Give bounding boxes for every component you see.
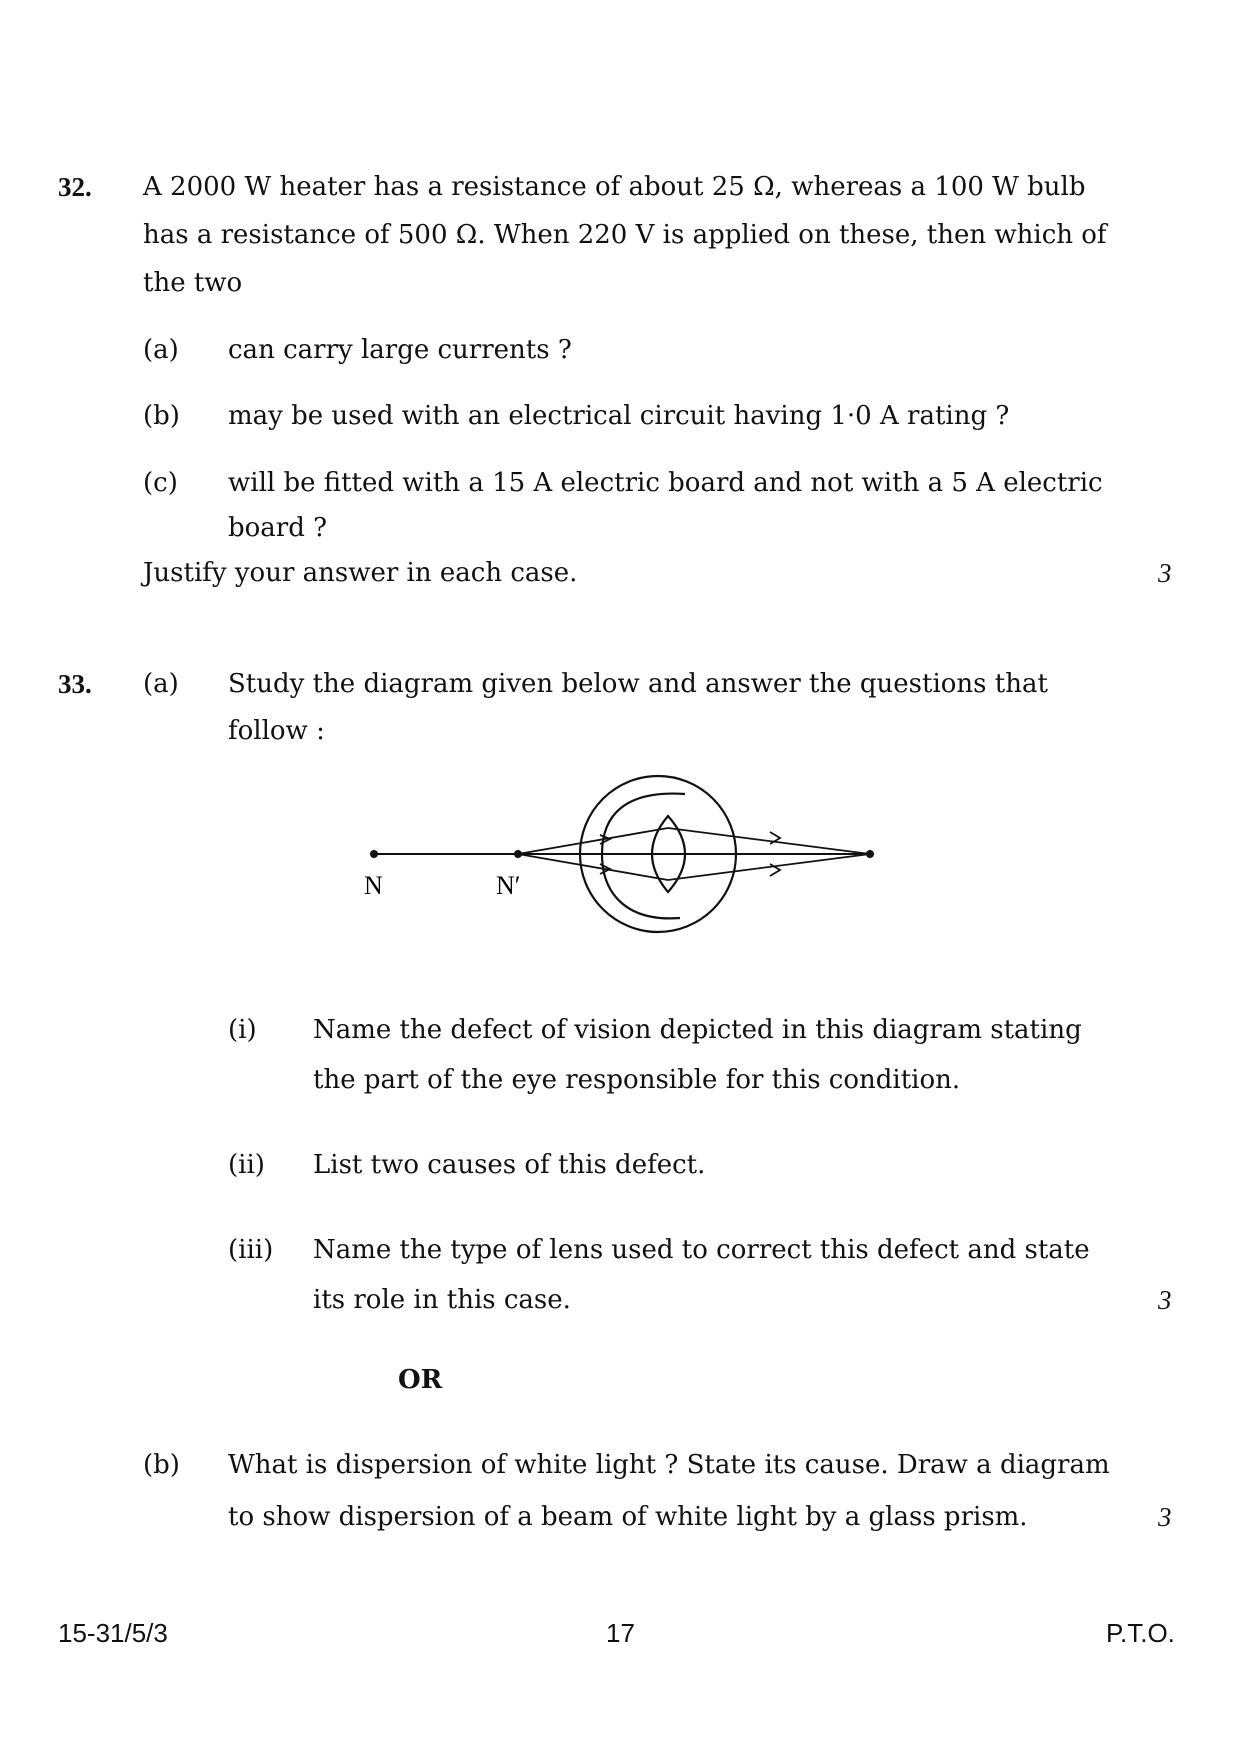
q32-part-a-text: can carry large currents ?: [228, 335, 572, 365]
q32-part-b-label: (b): [143, 401, 180, 431]
q33-sub-iii-line2: its role in this case.: [313, 1285, 571, 1315]
lower-ray: [518, 854, 870, 880]
or-separator: OR: [398, 1365, 443, 1395]
q33-sub-i-label: (i): [228, 1015, 257, 1045]
q33-sub-ii-line1: List two causes of this defect.: [313, 1150, 706, 1180]
q33-marks-a: 3: [1158, 1285, 1172, 1315]
footer-code: 15-31/5/3: [58, 1618, 168, 1648]
q33-sub-iii-label: (iii): [228, 1235, 274, 1265]
q33-part-b-line1: What is dispersion of white light ? State its cause. Draw a diagram: [228, 1450, 1110, 1480]
point-n-prime: [514, 850, 522, 858]
q32-stem-line2: has a resistance of 500 Ω. When 220 V is applied on these, then which of: [143, 220, 1107, 250]
label-n-prime: N′: [496, 871, 521, 900]
q33-sub-ii-label: (ii): [228, 1150, 265, 1180]
footer-page-number: 17: [606, 1618, 635, 1648]
q32-closing: Justify your answer in each case.: [143, 558, 578, 588]
q33-sub-i-line2: the part of the eye responsible for this condition.: [313, 1065, 961, 1095]
q32-part-b-text: may be used with an electrical circuit having 1·0 A rating ?: [228, 401, 1010, 431]
q33-number: 33.: [58, 669, 92, 699]
q32-part-c-text-line2: board ?: [228, 513, 328, 543]
label-n: N: [364, 871, 383, 900]
point-n: [370, 850, 378, 858]
eye-diagram: [350, 760, 890, 980]
q33-part-a-line2: follow :: [228, 716, 325, 746]
q32-number: 32.: [58, 172, 92, 202]
q32-part-c-text-line1: will be fitted with a 15 A electric board and not with a 5 A electric: [228, 468, 1103, 498]
q32-part-c-label: (c): [143, 468, 178, 498]
q32-part-a-label: (a): [143, 335, 179, 365]
footer-pto: P.T.O.: [1106, 1618, 1175, 1648]
q33-sub-i-line1: Name the defect of vision depicted in this diagram stating: [313, 1015, 1082, 1045]
q33-part-b-label: (b): [143, 1450, 180, 1480]
q32-marks: 3: [1158, 558, 1172, 588]
focus-point: [866, 850, 874, 858]
q33-part-b-line2: to show dispersion of a beam of white light by a glass prism.: [228, 1502, 1028, 1532]
q32-stem-line1: A 2000 W heater has a resistance of about 25 Ω, whereas a 100 W bulb: [143, 172, 1086, 202]
upper-ray: [518, 828, 870, 854]
q33-part-a-label: (a): [143, 669, 179, 699]
q32-stem-line3: the two: [143, 268, 243, 298]
cornea-shape: [602, 794, 685, 919]
q33-sub-iii-line1: Name the type of lens used to correct this defect and state: [313, 1235, 1090, 1265]
q33-marks-b: 3: [1158, 1502, 1172, 1532]
q33-part-a-line1: Study the diagram given below and answer the questions that: [228, 669, 1048, 699]
